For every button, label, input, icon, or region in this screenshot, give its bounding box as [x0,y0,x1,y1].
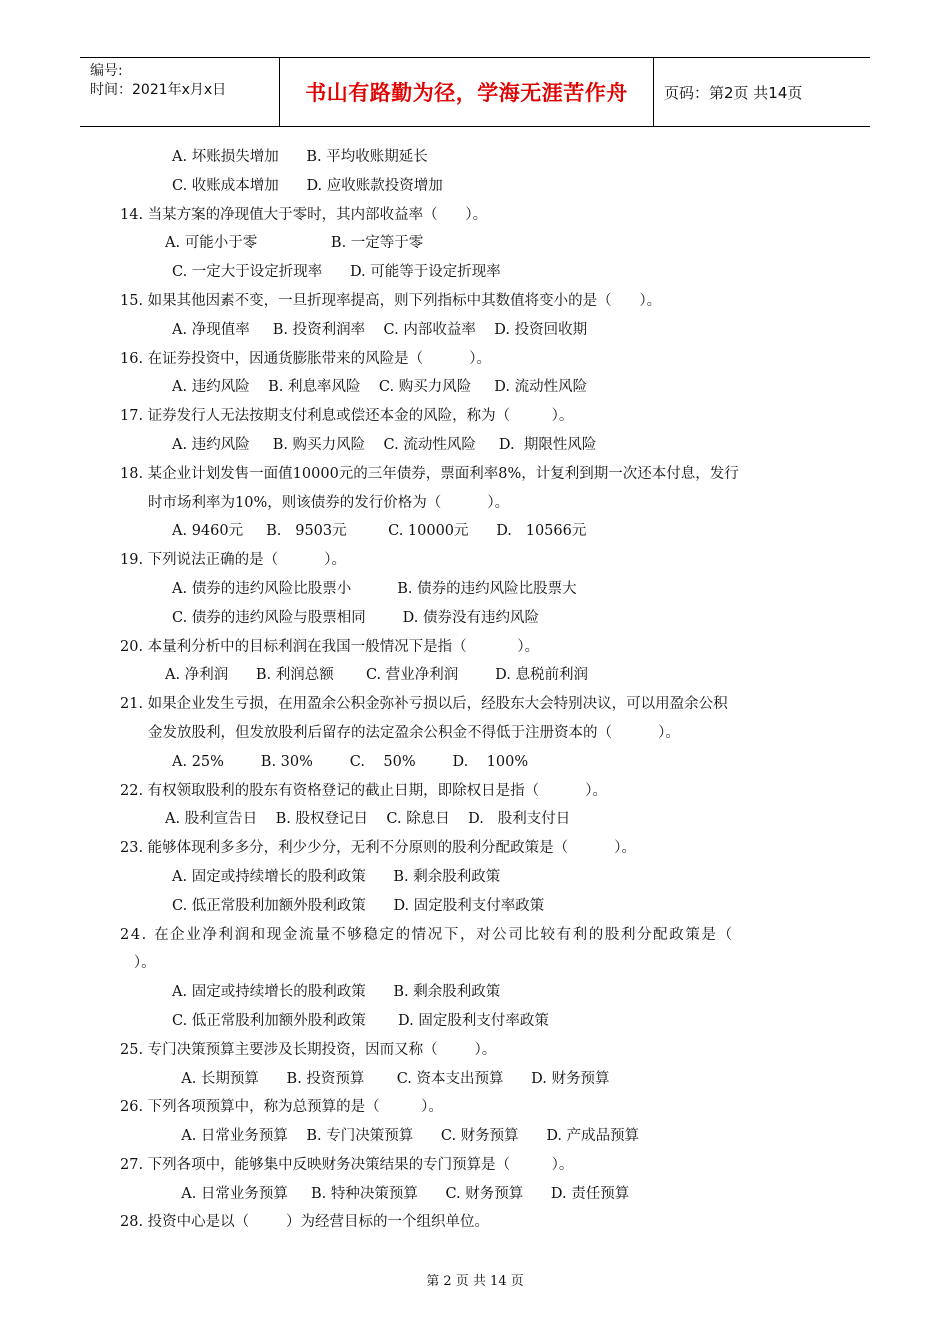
text-line: A. 可能小于零 B. 一定等于零 [165,235,424,252]
text-line: A. 净利润 B. 利润总额 C. 营业净利润 D. 息税前利润 [165,667,588,684]
text-line: 金发放股利，但发放股利后留存的法定盈余公积金不得低于注册资本的（ ）。 [148,724,680,741]
text-line: C. 一定大于设定折现率 D. 可能等于设定折现率 [172,264,501,281]
text-line: 22. 有权领取股利的股东有资格登记的截止日期，即除权日是指（ ）。 [120,782,608,799]
text-line: 14. 当某方案的净现值大于零时，其内部收益率（ ）。 [120,206,488,223]
text-line: C. 低正常股利加额外股利政策 D. 固定股利支付率政策 [172,897,545,914]
header-meta [80,58,280,126]
text-line: 24. 在企业净利润和现金流量不够稳定的情况下，对公司比较有利的股利分配政策是（ [120,926,734,943]
text-line: C. 低正常股利加额外股利政策 D. 固定股利支付率政策 [172,1012,549,1029]
question-content [120,143,840,1237]
text-line: 23. 能够体现利多多分，利少少分，无利不分原则的股利分配政策是（ ）。 [120,840,637,857]
text-line: 16. 在证券投资中，因通货膨胀带来的风险是（ ）。 [120,350,492,367]
text-line: 27. 下列各项中，能够集中反映财务决策结果的专门预算是（ ）。 [120,1156,574,1173]
text-line: A. 违约风险 B. 利息率风险 C. 购买力风险 D. 流动性风险 [172,379,588,396]
text-line: 26. 下列各项预算中，称为总预算的是（ ）。 [120,1099,443,1116]
text-line: A. 固定或持续增长的股利政策 B. 剩余股利政策 [172,984,501,1001]
text-line: A. 长期预算 B. 投资预算 C. 资本支出预算 D. 财务预算 [172,1070,610,1087]
text-line: 21. 如果企业发生亏损，在用盈余公积金弥补亏损以后，经股东大会特别决议，可以用盈余公积 [120,696,728,713]
header-page-label: 页码：第2页 共14页 [664,83,803,102]
text-line: A. 债券的违约风险比股票小 B. 债券的违约风险比股票大 [172,580,577,597]
text-line: A. 固定或持续增长的股利政策 B. 剩余股利政策 [172,868,501,885]
text-line: 19. 下列说法正确的是（ ）。 [120,552,347,569]
text-line: A. 日常业务预算 B. 特种决策预算 C. 财务预算 D. 责任预算 [172,1185,630,1202]
text-line: A. 股利宣告日 B. 股权登记日 C. 除息日 D. 股利支付日 [165,811,571,828]
page-header [80,57,870,127]
text-line: C. 收账成本增加 D. 应收账款投资增加 [172,177,443,194]
text-line: 17. 证券发行人无法按期支付利息或偿还本金的风险，称为（ ）。 [120,408,574,425]
text-line: 15. 如果其他因素不变，一旦折现率提高，则下列指标中其数值将变小的是（ ）。 [120,292,662,309]
text-line: 18. 某企业计划发售一面值10000元的三年债券，票面利率8%，计复利到期一次还本付息，发行 [120,465,739,482]
text-line: A. 9460元 B. 9503元 C. 10000元 D. 10566元 [172,523,587,540]
time-label: 时间：2021年x月x日 [90,82,227,98]
text-line: 20. 本量利分析中的目标利润在我国一般情况下是指（ ）。 [120,638,540,655]
text-line: 25. 专门决策预算主要涉及长期投资，因而又称（ ）。 [120,1041,497,1058]
text-line: A. 日常业务预算 B. 专门决策预算 C. 财务预算 D. 产成品预算 [172,1128,640,1145]
number-label: 编号: [90,63,123,79]
header-motto: 书山有路勤为径，学海无涯苦作舟 [280,58,654,126]
page-footer: 第 2 页 共 14 页 [426,1274,524,1289]
text-line: A. 坏账损失增加 B. 平均收账期延长 [172,149,428,165]
text-line: ）。 [120,955,156,972]
text-line: A. 25% B. 30% C. 50% D. 100% [172,753,529,770]
text-line: 时市场利率为10%，则该债券的发行价格为（ ）。 [148,494,510,511]
text-line: C. 债券的违约风险与股票相同 D. 债券没有违约风险 [172,609,539,626]
text-line: 28. 投资中心是以（ ）为经营目标的一个组织单位。 [120,1214,490,1231]
text-line: A. 违约风险 B. 购买力风险 C. 流动性风险 D. 期限性风险 [172,436,597,453]
text-line: A. 净现值率 B. 投资利润率 C. 内部收益率 D. 投资回收期 [172,321,588,338]
